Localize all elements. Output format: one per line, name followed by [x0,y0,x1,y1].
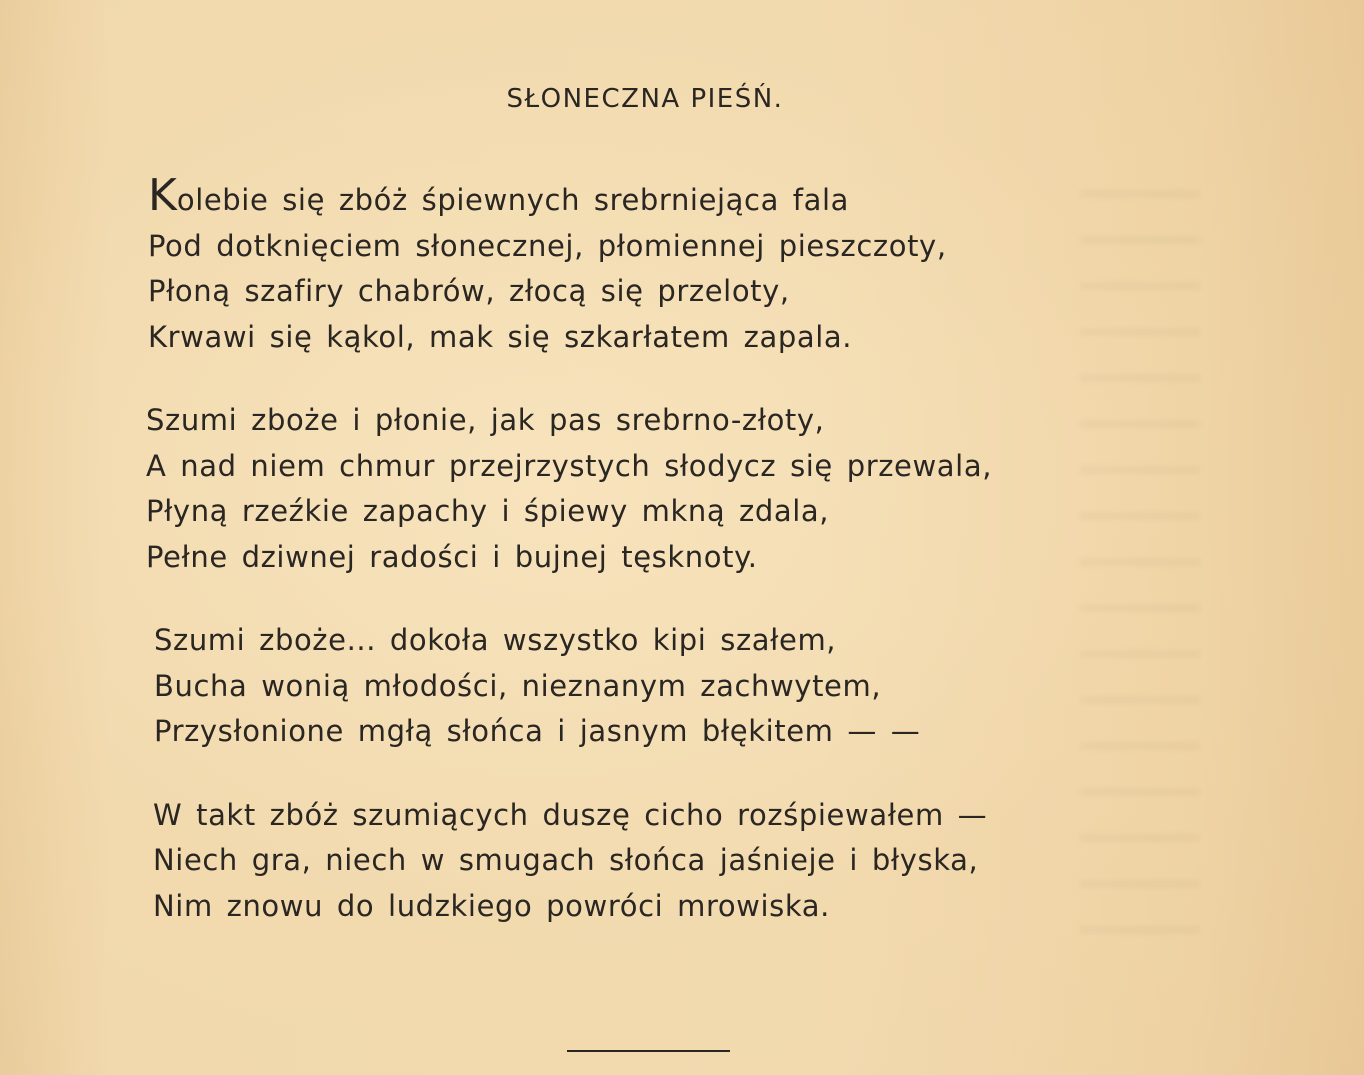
poem-line: W takt zbóż szumiących duszę cicho rozśpiewałem — [153,797,988,832]
poem-title: SŁONECZNA PIEŚŃ. [506,84,784,114]
poem-line: Nim znowu do ludzkiego powróci mrowiska. [153,888,830,923]
poem-line: Szumi zboże i płonie, jak pas srebrno-złoty, [146,403,825,437]
poem-line [148,170,1108,224]
poem-line: Pełne dziwnej radości i bujnej tęsknoty. [146,539,758,574]
poem-line: Płyną rzeźkie zapachy i śpiewy mkną zdala, [146,494,830,528]
poem-line: Niech gra, niech w smugach słońca jaśnieje i błyska, [153,843,979,877]
poem-line: Przysłonione mgłą słońca i jasnym błękitem — — [154,714,921,748]
stanza-3 [154,618,1108,755]
poem-line: Bucha wonią młodości, nieznanym zachwytem, [154,668,882,703]
stanza-2 [146,398,1108,580]
poem-line: Szumi zboże... dokoła wszystko kipi szałem, [154,623,837,657]
drop-initial: K [148,170,177,221]
poem-line: Krwawi się kąkol, mak się szkarłatem zapala. [148,319,853,354]
poem-line: A nad niem chmur przejrzystych słodycz się przewala, [146,448,993,483]
end-rule [567,1050,730,1052]
poem-line: Płoną szafiry chabrów, złocą się przeloty, [148,274,790,308]
stanza-4 [153,793,1108,930]
poem-body [146,170,1108,967]
poem-line-text: olebie się zbóż śpiewnych srebrniejąca fala [176,183,849,217]
stanza-1 [148,170,1108,360]
poem-line: Pod dotknięciem słonecznej, płomiennej pieszczoty, [148,228,947,263]
